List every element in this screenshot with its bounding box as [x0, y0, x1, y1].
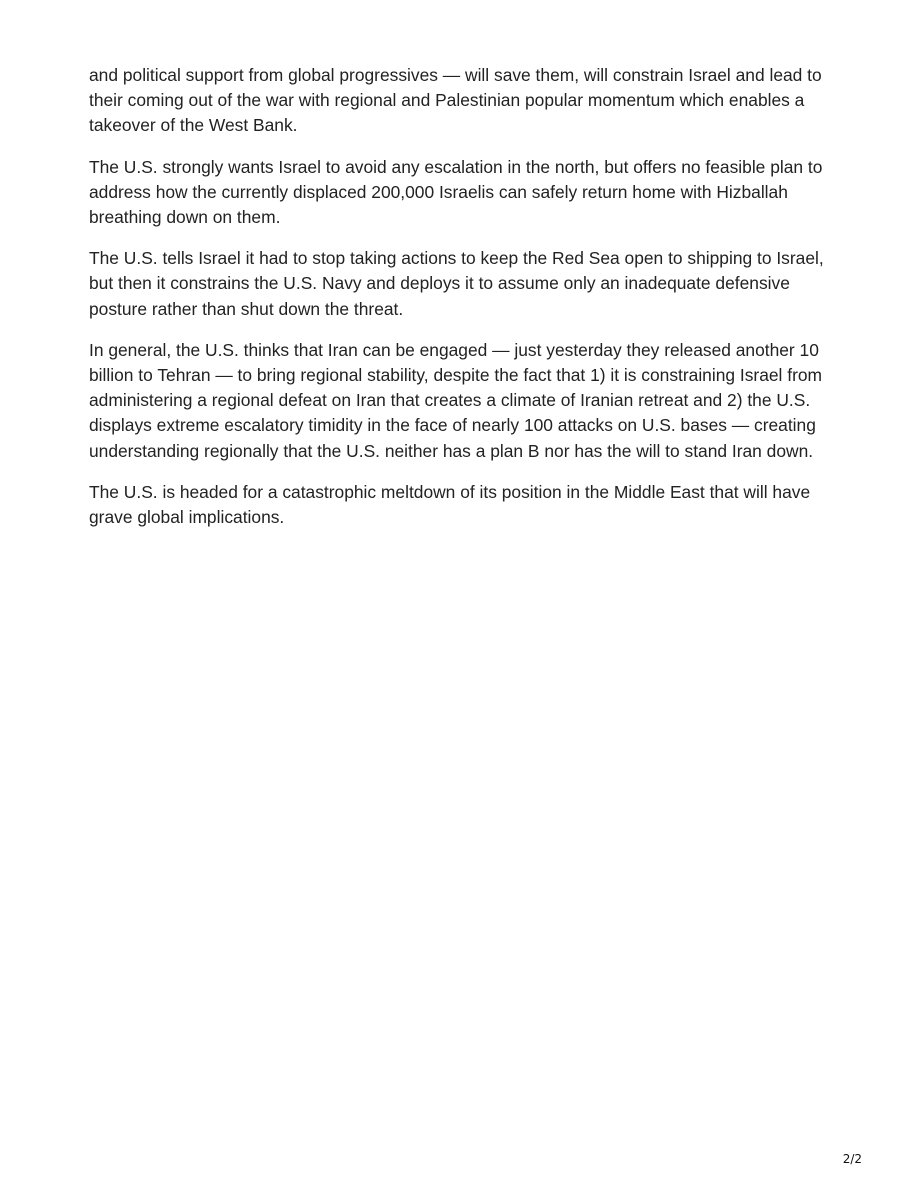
- article-paragraph: and political support from global progressives — will save them, will constrain Israel and lead to their coming out of the war with regional and Palestinian popular momentum which enables a takeover of the West Bank.: [89, 65, 822, 136]
- article-paragraph: The U.S. is headed for a catastrophic meltdown of its position in the Middle East that will have grave global implications.: [89, 481, 811, 528]
- page-number: 2/2: [842, 1152, 862, 1166]
- article-paragraph: The U.S. strongly wants Israel to avoid any escalation in the north, but offers no feasible plan to address how the currently displaced 200,000 Israelis can safely return home with Hizballah breathing down on them.: [89, 156, 823, 228]
- article-paragraph: In general, the U.S. thinks that Iran can be engaged — just yesterday they released another 10 billion to Tehran — to bring regional stability, despite the fact that 1) it is constraining Israel from administering a regional defeat on Iran that creates a climate of Iranian retreat and 2) the U.S. displays extreme escalatory timidity in the face of nearly 100 attacks on U.S. bases — creating understanding regionally that the U.S. neither has a plan B nor has the will to stand Iran down.: [89, 339, 823, 461]
- article-paragraph: The U.S. tells Israel it had to stop taking actions to keep the Red Sea open to shipping to Israel, but then it constrains the U.S. Navy and deploys it to assume only an inadequate defensive posture rather than shut down the threat.: [89, 248, 824, 319]
- article-body: [89, 63, 834, 546]
